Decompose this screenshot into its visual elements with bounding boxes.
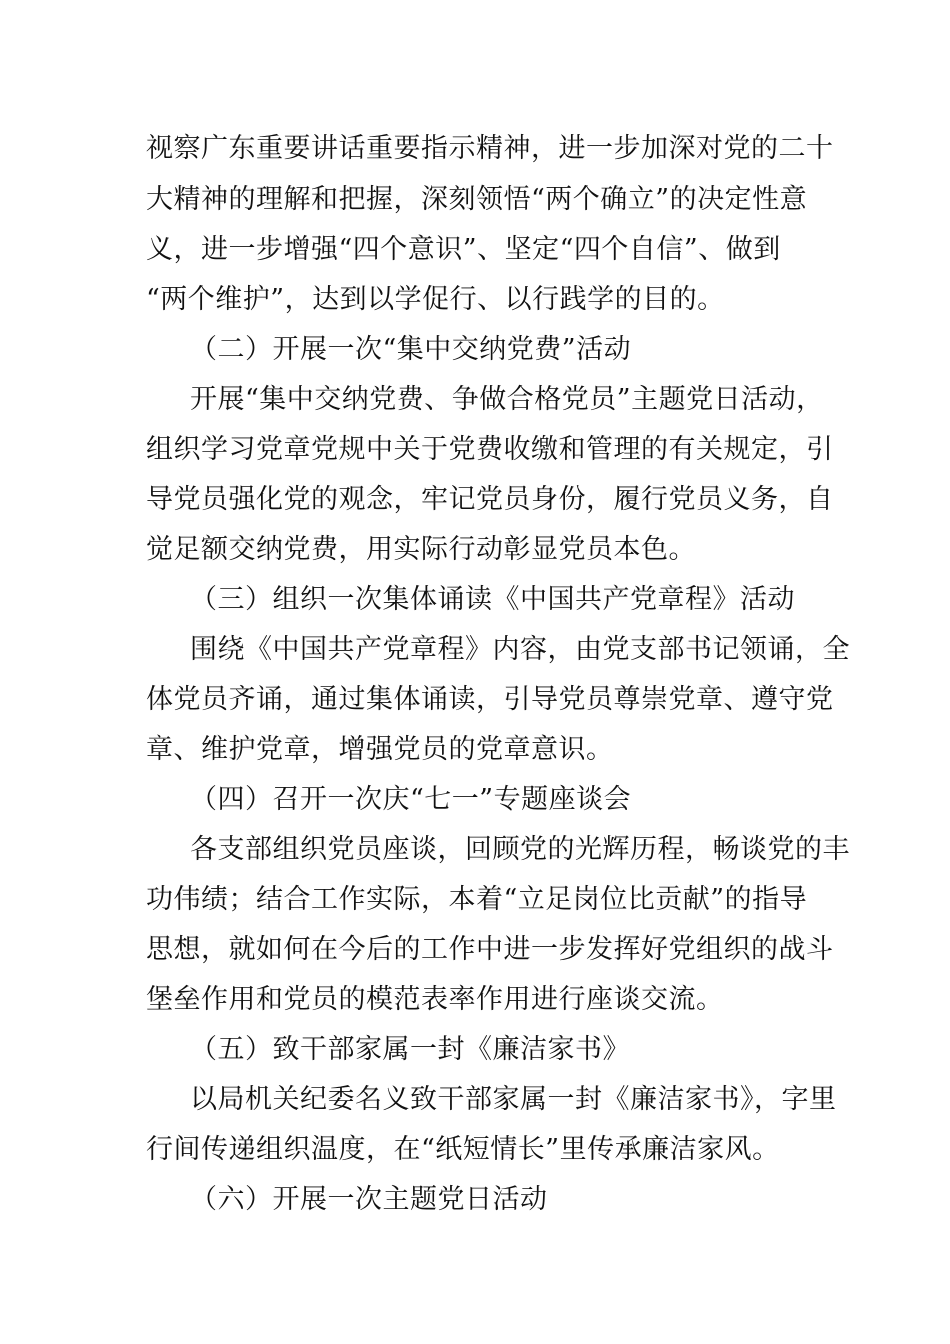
body-text-line: 义，进一步增强“四个意识”、坚定“四个自信”、做到: [146, 234, 781, 265]
section-heading: （三）组织一次集体诵读《中国共产党章程》活动: [190, 584, 795, 615]
body-text-line: “两个维护”，达到以学促行、以行践学的目的。: [146, 284, 725, 315]
body-text-line: 开展“集中交纳党费、争做合格党员”主题党日活动，: [190, 384, 824, 415]
section-heading: （六）开展一次主题党日活动: [190, 1184, 548, 1215]
body-text-line: 堡垒作用和党员的模范表率作用进行座谈交流。: [146, 984, 724, 1015]
body-text-line: 行间传递组织温度，在“纸短情长”里传承廉洁家风。: [146, 1134, 780, 1165]
body-text-line: 视察广东重要讲话重要指示精神，进一步加深对党的二十: [146, 133, 834, 164]
section-heading: （五）致干部家属一封《廉洁家书》: [190, 1034, 630, 1065]
body-text-line: 体党员齐诵，通过集体诵读，引导党员尊崇党章、遵守党: [146, 684, 834, 715]
section-heading: （四）召开一次庆“七一”专题座谈会: [190, 784, 632, 815]
body-text-line: 功伟绩；结合工作实际，本着“立足岗位比贡献”的指导: [146, 884, 808, 915]
body-text-line: 各支部组织党员座谈，回顾党的光辉历程，畅谈党的丰: [190, 834, 850, 865]
body-text-line: 章、维护党章，增强党员的党章意识。: [146, 734, 614, 765]
body-text-line: 导党员强化党的观念，牢记党员身份，履行党员义务，自: [146, 484, 834, 515]
body-text-line: 大精神的理解和把握，深刻领悟“两个确立”的决定性意: [146, 184, 808, 215]
body-text-line: 觉足额交纳党费，用实际行动彰显党员本色。: [146, 534, 696, 565]
body-text-line: 围绕《中国共产党章程》内容，由党支部书记领诵，全: [190, 634, 850, 665]
body-text-line: 组织学习党章党规中关于党费收缴和管理的有关规定，引: [146, 434, 834, 465]
section-heading: （二）开展一次“集中交纳党费”活动: [190, 334, 632, 365]
body-text-line: 以局机关纪委名义致干部家属一封《廉洁家书》，字里: [190, 1084, 837, 1115]
body-text-line: 思想，就如何在今后的工作中进一步发挥好党组织的战斗: [146, 934, 834, 965]
